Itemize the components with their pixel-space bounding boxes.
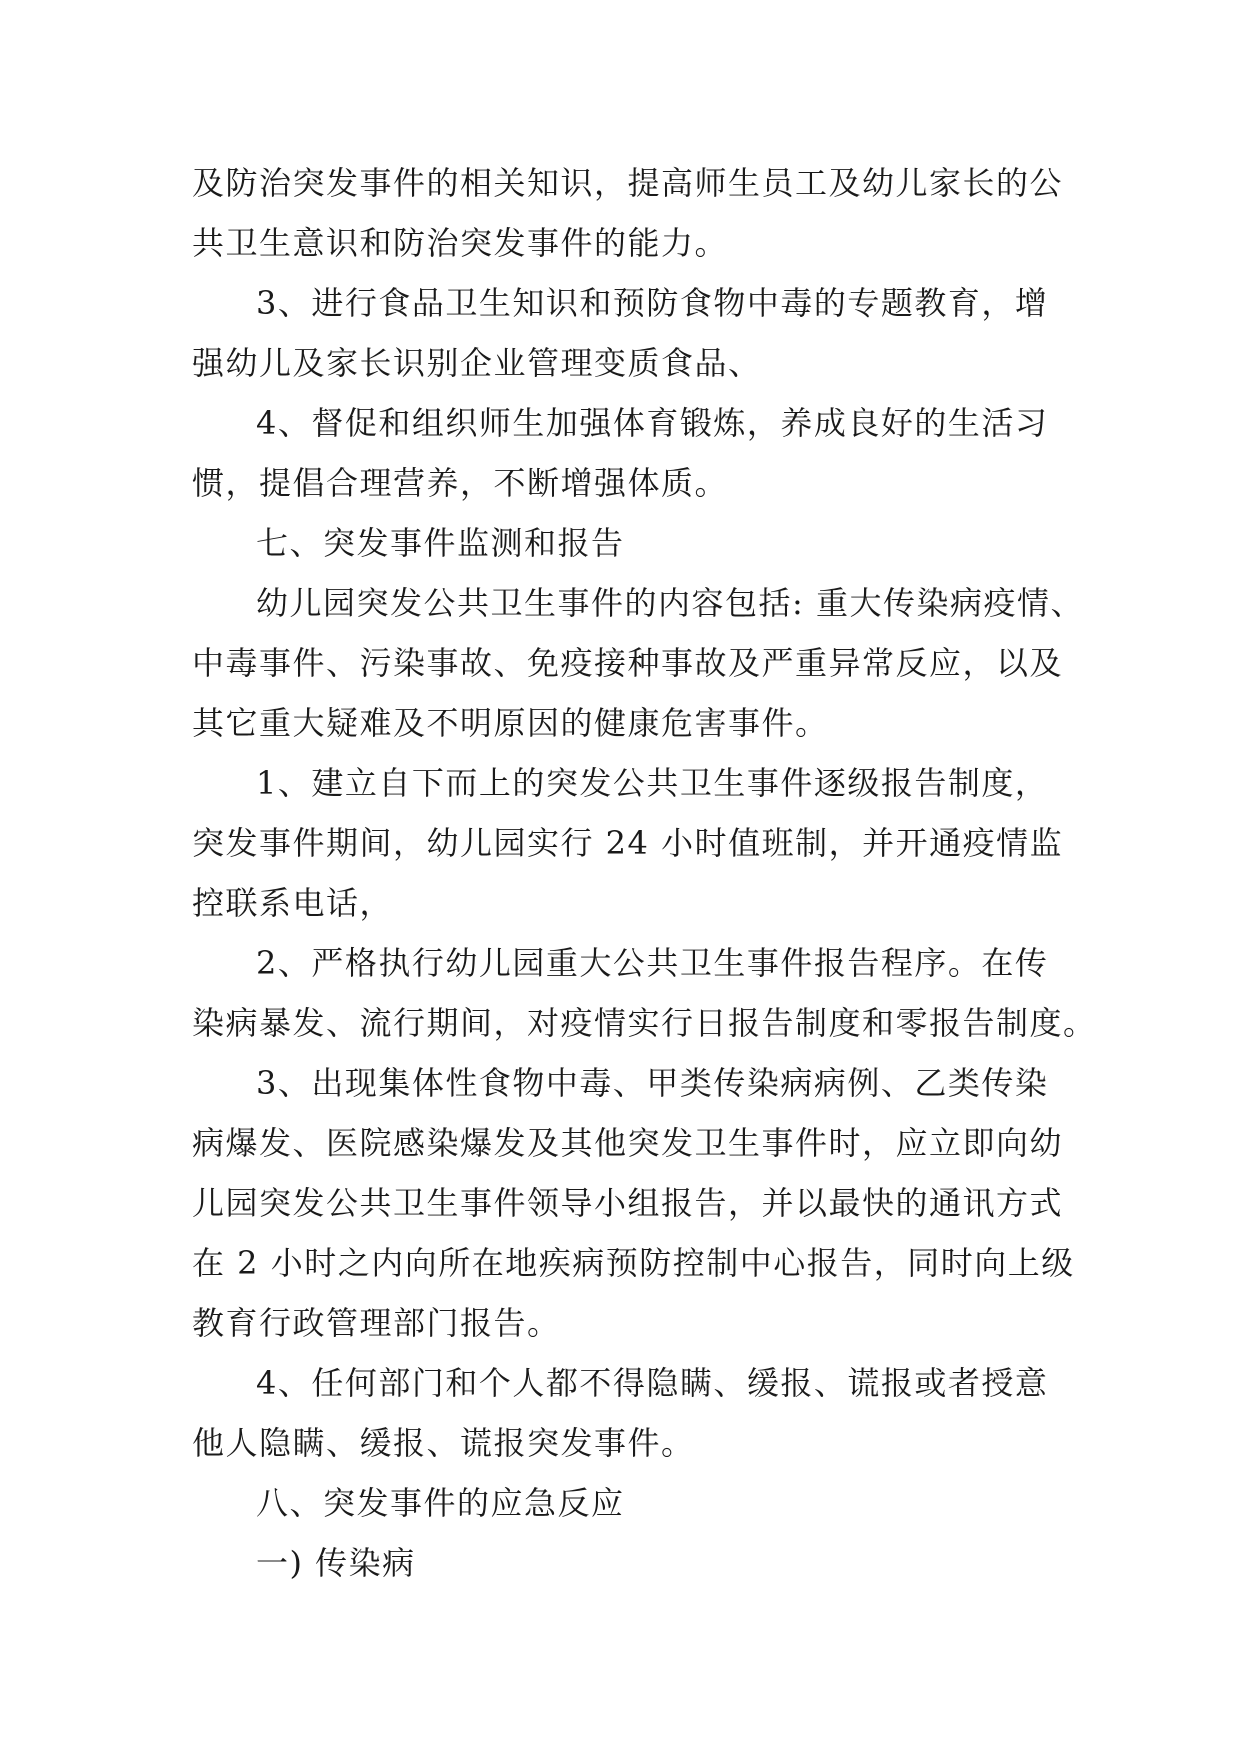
text-line: 1、建立自下而上的突发公共卫生事件逐级报告制度， — [256, 764, 1049, 802]
text-line: 一) 传染病 — [256, 1544, 416, 1582]
text-line: 中毒事件、污染事故、免疫接种事故及严重异常反应，以及 — [192, 644, 1064, 682]
text-line: 4、督促和组织师生加强体育锻炼，养成良好的生活习 — [256, 404, 1049, 442]
text-line: 控联系电话， — [192, 884, 394, 922]
text-line: 病爆发、医院感染爆发及其他突发卫生事件时，应立即向幼 — [192, 1124, 1064, 1162]
text-line: 教育行政管理部门报告。 — [192, 1304, 561, 1342]
text-line: 4、任何部门和个人都不得隐瞒、缓报、谎报或者授意 — [256, 1364, 1049, 1402]
text-line: 强幼儿及家长识别企业管理变质食品、 — [192, 344, 762, 382]
text-line: 他人隐瞒、缓报、谎报突发事件。 — [192, 1424, 695, 1462]
text-line: 3、出现集体性食物中毒、甲类传染病病例、乙类传染 — [256, 1064, 1049, 1102]
text-line: 惯，提倡合理营养，不断增强体质。 — [192, 464, 729, 502]
text-line: 幼儿园突发公共卫生事件的内容包括: 重大传染病疫情、 — [256, 584, 1084, 622]
text-line: 八、突发事件的应急反应 — [256, 1484, 625, 1522]
text-line: 在 2 小时之内向所在地疾病预防控制中心报告，同时向上级 — [192, 1244, 1075, 1282]
text-line: 3、进行食品卫生知识和预防食物中毒的专题教育，增 — [256, 284, 1049, 322]
text-line: 七、突发事件监测和报告 — [256, 524, 625, 562]
text-line: 突发事件期间，幼儿园实行 24 小时值班制，并开通疫情监 — [192, 824, 1064, 862]
document-body — [192, 153, 1097, 1593]
text-line: 2、严格执行幼儿园重大公共卫生事件报告程序。在传 — [256, 944, 1049, 982]
text-line: 其它重大疑难及不明原因的健康危害事件。 — [192, 704, 829, 742]
text-line: 及防治突发事件的相关知识，提高师生员工及幼儿家长的公 — [192, 164, 1064, 202]
text-line: 儿园突发公共卫生事件领导小组报告，并以最快的通讯方式 — [192, 1184, 1064, 1222]
text-line: 共卫生意识和防治突发事件的能力。 — [192, 224, 729, 262]
text-line: 染病暴发、流行期间，对疫情实行日报告制度和零报告制度。 — [192, 1004, 1097, 1042]
